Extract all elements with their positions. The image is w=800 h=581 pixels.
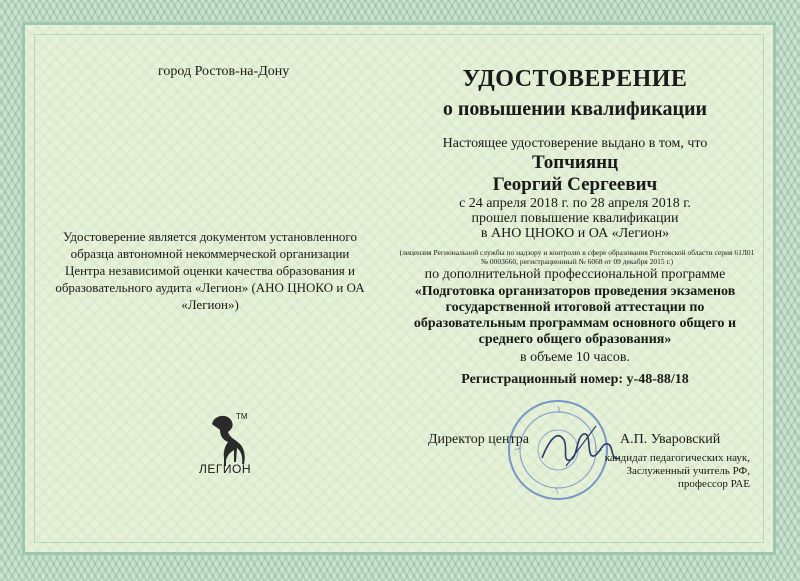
passed-statement: прошел повышение квалификации — [471, 211, 679, 226]
certificate-title: УДОСТОВЕРЕНИЕ — [462, 66, 688, 92]
city-label: город Ростов-на-Дону — [158, 64, 290, 79]
recipient-surname: Топчиянц — [531, 152, 619, 173]
recipient-name: Георгий Сергеевич — [492, 174, 658, 195]
issued-statement: Настоящее удостоверение выдано в том, что — [442, 136, 708, 151]
training-dates: с 24 апреля 2018 г. по 28 апреля 2018 г. — [459, 196, 691, 211]
program-label: по дополнительной профессиональной программе — [424, 267, 726, 282]
director-label: Директор центра — [428, 432, 530, 447]
logo-text: ЛЕГИОН — [199, 462, 252, 476]
course-hours: в объеме 10 часов. — [520, 350, 630, 365]
trademark-mark: TM — [236, 412, 248, 421]
license-note: (лицензия Региональной службы по надзору и контролю в сфере образования Ростовской области серия 61Л01 № 0003660, регистрационный № 6068 от 09 декабря 2015 г.) — [399, 248, 755, 266]
registration-number: Регистрационный номер: у-48-88/18 — [461, 372, 689, 387]
document-status-note: Удостоверение является документом установленного образца автономной некоммерческой организации Центра независимой оценки качества образования и образовательного аудита «Легион» (АНО ЦНОКО и ОА «Легион») — [55, 229, 365, 312]
organization-name: в АНО ЦНОКО и ОА «Легион» — [480, 226, 670, 241]
director-credentials: кандидат педагогических наук, Заслуженный учитель РФ, профессор РАЕ — [604, 452, 750, 490]
certificate-subtitle: о повышении квалификации — [442, 98, 708, 120]
director-name: А.П. Уваровский — [620, 432, 721, 447]
course-title: «Подготовка организаторов проведения экзаменов государственной итоговой аттестации по образовательным программам основного общего и среднего общего образования» — [413, 284, 737, 347]
